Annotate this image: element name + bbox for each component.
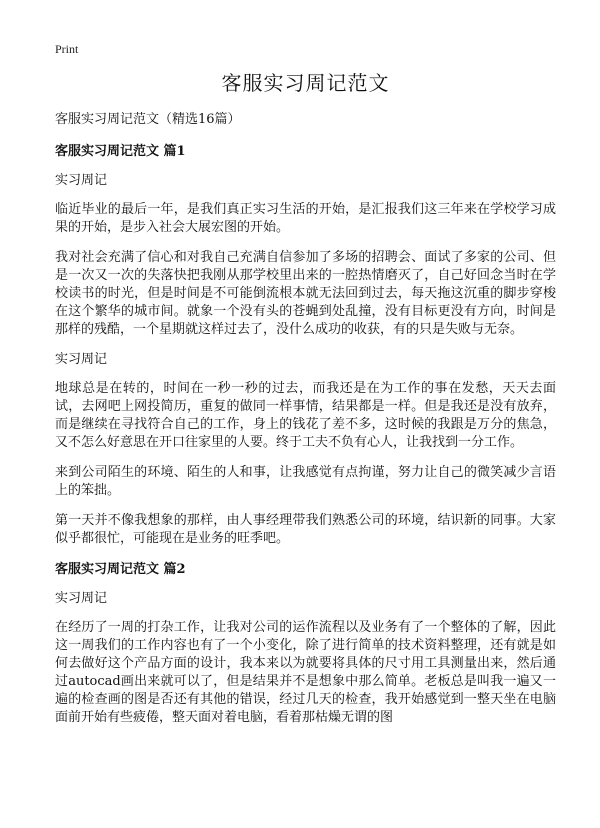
paragraph: 来到公司陌生的环境、陌生的人和事，让我感觉有点拘谨，努力让自己的微笑减少言语上的笨拙。 <box>55 465 556 498</box>
paragraph: 我对社会充满了信心和对我自己充满自信参加了多场的招聘会、面试了多家的公司、但是一次又一次的失落快把我刚从那学校里出来的一腔热情磨灭了，自己好回念当时在学校读书的时光，但是时间是不可能倒流根本就无法回到过去，每天拖这沉重的脚步穿梭在这个繁华的城市间。就象一个没有头的苍蝇到处乱撞，没有目标更没有方向，时间是那样的残酷，一个星期就这样过去了，没什么成功的收获，有的只是失败与无奈。 <box>55 250 556 337</box>
paragraph: 第一天并不像我想象的那样，由人事经理带我们熟悉公司的环境，结识新的同事。大家似乎都很忙，可能现在是业务的旺季吧。 <box>55 513 556 546</box>
page-title: 客服实习周记范文 <box>221 71 390 95</box>
paragraph: 实习周记 <box>55 173 108 188</box>
print-link[interactable]: Print <box>55 42 79 56</box>
section-heading: 客服实习周记范文 篇2 <box>55 562 186 577</box>
paragraph: 实习周记 <box>55 352 108 367</box>
paragraph: 地球总是在转的，时间在一秒一秒的过去，而我还是在为工作的事在发愁，天天去面试，去网吧上网投简历，重复的做同一样事情，结果都是一样。但是我还是没有放弃，而是继续在寻找符合自己的工作，身上的钱花了差不多，这时候的我跟是万分的焦急，又不怎么好意思在开口往家里的人要。终于工夫不负有心人，让我找到一分工作。 <box>55 381 556 450</box>
paragraph: 临近毕业的最后一年，是我们真正实习生活的开始，是汇报我们这三年来在学校学习成果的开始，是步入社会大展宏图的开始。 <box>55 202 556 235</box>
document-subtitle: 客服实习周记范文（精选16篇） <box>55 112 241 127</box>
paragraph: 在经历了一周的打杂工作，让我对公司的运作流程以及业务有了一个整体的了解，因此这一周我们的工作内容也有了一个小变化，除了进行简单的技术资料整理，还有就是如何去做好这个产品方面的设计，我本来以为就要将具体的尺寸用工具测量出来，然后通过autocad画出来就可以了，但是结果并不是想象中那么简单。老板总是叫我一遍又一遍的检查画的图是否还有其他的错误，经过几天的检查，我开始感觉到一整天坐在电脑面前开始有些疲倦，整天面对着电脑，看着那枯燥无谓的图 <box>55 620 556 725</box>
section-heading: 客服实习周记范文 篇1 <box>55 144 186 159</box>
paragraph: 实习周记 <box>55 591 108 606</box>
